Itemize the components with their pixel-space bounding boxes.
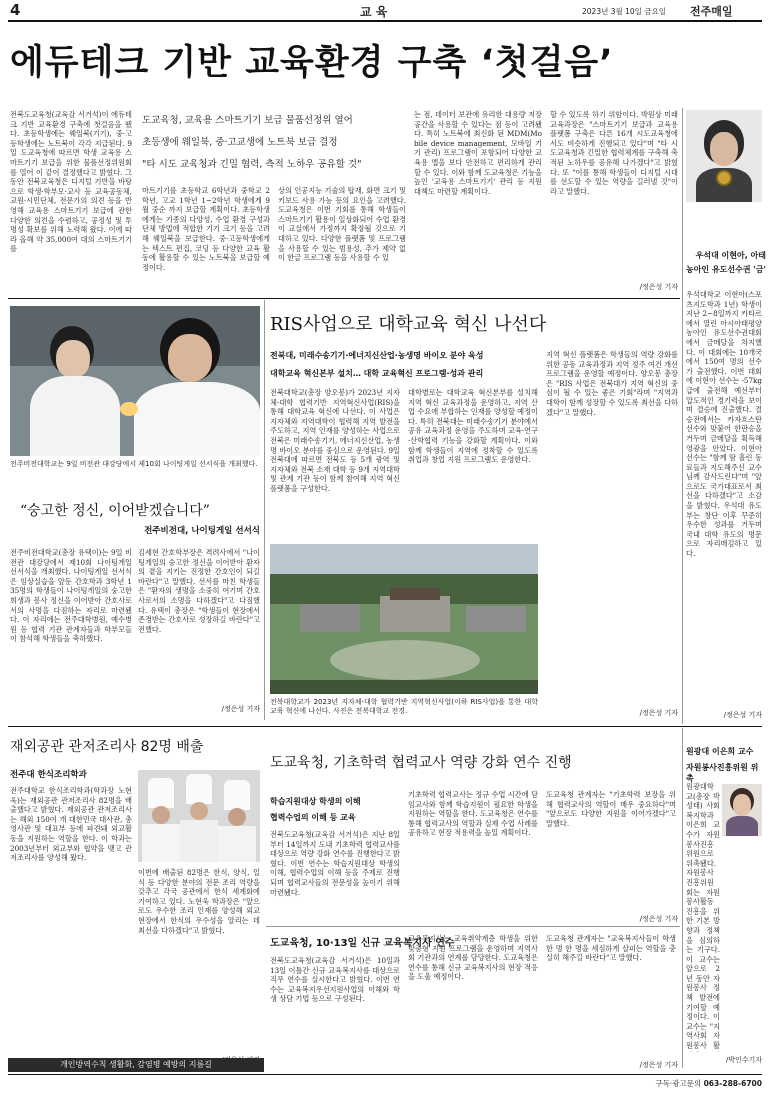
ris-campus-photo bbox=[270, 544, 538, 694]
lead-deck-line-3: "타 시도 교육청과 긴밀 협력, 측적 노하우 공유할 것" bbox=[142, 159, 362, 170]
nursing-byline: /정은성 기자 bbox=[221, 705, 260, 713]
divider-vertical-mid bbox=[264, 300, 265, 720]
athlete-photo bbox=[686, 110, 762, 202]
ris-subhead-2: 대학교육 혁신본부 설치… 대학 교육혁신 프로그램·성과 관리 bbox=[270, 369, 484, 378]
guard-byline: /정은성 기자 bbox=[639, 915, 678, 923]
ris-col-1: 전북대학교(총장 양오봉)가 2023년 지자체-대학 협력기반 지역혁신사업(RIS)을 통해 대학교육 혁신에 나선다. 이 사업은 지자체와 지역대학이 협력해 지역 발전을 주도하고, 지역 인재를 양성하는 사업으로 전북은 미래수송기기, 에너지신산업, 농생명 바이오 분야를 중심으로 운영된다. 9일 전북대에 따르면 전북도 등 5개 광역 및 지자체와 전북 소재 대학 등 9개 지역대학 및 관계 기관 등이 함께 참여해 지역 혁신 플랫폼을 구성한다. bbox=[270, 388, 400, 493]
nursing-photo-caption: 전주비전대학교는 9일 비전관 대강당에서 제10회 나이팅게일 선서식을 개최했다. bbox=[10, 460, 258, 468]
nursing-headline: “숭고한 정신, 이어받겠습니다” bbox=[20, 503, 210, 519]
masthead bbox=[0, 0, 770, 22]
footer-contact-phone: 063-288-6700 bbox=[703, 1079, 762, 1088]
athlete-byline: /정은성 기자 bbox=[723, 711, 762, 719]
welfare-byline: /정은성 기자 bbox=[639, 1061, 678, 1069]
footer-contact bbox=[650, 1078, 762, 1089]
nursing-photo bbox=[10, 306, 260, 456]
athlete-caption-1: 우석대 이현아, 아태 bbox=[695, 251, 766, 260]
footer-campaign-banner bbox=[8, 1058, 264, 1072]
professor-byline: /박인수기자 bbox=[725, 1056, 762, 1064]
lead-byline: /정은성 기자 bbox=[639, 283, 678, 291]
ris-col-3: 지역 혁신 플랫폼은 학생들의 역량 강화를 위한 공동 교육과정과 지역 정주 여건 개선 프로그램을 운영할 예정이다. 양오봉 총장은 "RIS 사업은 전북대가 지역 혁신의 중심이 될 수 있는 좋은 기회"라며 "지역과 대학이 함께 성장할 수 있도록 최선을 다하겠다"고 말했다. bbox=[546, 350, 678, 417]
nursing-col-2: 김세현 간호학부장은 격려사에서 "나이팅게일의 숭고한 정신을 이어받아 환자의 곁을 지키는 진정한 간호인이 되길 바란다"고 말했다. 선서를 마친 학생들은 "환자의 생명을 소중히 여기며 간호사로서의 소명을 다하겠다"고 다짐했다. 유택이 총장은 "학생들이 현장에서 존경받는 간호사로 성장하길 바란다"고 전했다. bbox=[138, 548, 260, 634]
cooking-col-2: 이번에 배출된 82명은 한식, 양식, 일식 등 다양한 분야의 전문 조리 역량을 갖추고 각국 공관에서 한식 세계화에 기여하고 있다. 노현욱 학과장은 "앞으로도 우수한 조리 인재를 양성해 외교 현장에서 한식의 우수성을 알리는 데 최선을 다하겠다"고 밝혔다. bbox=[138, 868, 260, 935]
section-title: 교 육 bbox=[360, 5, 388, 19]
lead-col-5: 할 수 있도록 하기 위함이다. 박원상 미래교육과장은 "스마트기기 보급과 교육용 플랫폼 구축은 다른 16개 시도교육청에서도 비슷하게 진행되고 있다"며 "타 시도교육청과 긴밀한 협력체계를 구축해 축적된 노하우를 공유해 나가겠다"고 밝혔다. 또 "이를 통해 학생들이 디지털 시대를 선도할 수 있는 역량을 길러낼 것"이라고 말했다. bbox=[550, 110, 678, 196]
divider-mid bbox=[8, 726, 762, 727]
guard-headline: 도교육청, 기초학력 협력교사 역량 강화 연수 진행 bbox=[270, 755, 572, 771]
lead-deck bbox=[142, 110, 442, 176]
paper-name: 전주매일 bbox=[690, 5, 733, 18]
cooking-subhead: 전주대 한식조리학과 bbox=[10, 770, 87, 780]
ris-subhead-1: 전북대, 미래수송기기·에너지신산업·농생명 바이오 분야 육성 bbox=[270, 351, 484, 360]
ris-col-2: 대학별로는 대학교육 혁신본부를 설치해 지역 혁신 교육과정을 운영하고, 지역 산업 수요에 부합하는 인재를 양성할 예정이다. 특히 전북대는 미래수송기기 분야에서 공유 교육과정 운영을 주도하며 교육·연구·산학협력 기능을 강화할 계획이다. 이와 함께 학생들이 지역에 정착할 수 있도록 취업과 창업 지원 프로그램도 운영한다. bbox=[408, 388, 538, 465]
lead-deck-line-1: 도교육청, 교육용 스마트기기 보급 물품선정위 열어 bbox=[142, 115, 353, 126]
welfare-col-3: 도교육청 관계자는 "교육복지사들이 학생 한 명 한 명을 세심하게 살피는 역할을 충실히 해주길 바란다"고 말했다. bbox=[546, 934, 676, 963]
athlete-caption-2: 농아인 유도선수권 '금' bbox=[685, 265, 766, 274]
welfare-col-2: 교육복지사는 교육취약계층 학생을 위한 맞춤형 지원 프로그램을 운영하며 지역사회 기관과의 연계를 담당한다. 도교육청은 연수를 통해 신규 교육복지사의 현장 적응을 도울 예정이다. bbox=[408, 934, 538, 982]
professor-photo bbox=[722, 784, 762, 836]
divider-bottom-vertical bbox=[682, 728, 683, 1068]
divider-right-col bbox=[682, 108, 683, 724]
guard-subhead-2: 협력수업의 이해 등 교육 bbox=[270, 813, 356, 822]
professor-title-1: 원광대 이은희 교수 bbox=[686, 747, 754, 756]
footer-campaign-text: 개인방역수칙 생활화, 감염병 예방의 지름길 bbox=[60, 1060, 212, 1069]
lead-headline: 에듀테크 기반 교육환경 구축 ‘첫걸음’ bbox=[10, 43, 614, 83]
divider-lead bbox=[8, 298, 680, 299]
guard-col-2: 기초학력 협력교사는 정규 수업 시간에 담임교사와 함께 학습지원이 필요한 학생을 지원하는 역할을 한다. 도교육청은 연수를 통해 협력교사의 역할과 실제 수업 사례를 공유하고 현장 적용력을 높일 계획이다. bbox=[408, 790, 538, 838]
issue-date: 2023년 3월 10일 금요일 bbox=[582, 7, 667, 16]
footer-contact-label: 구독·광고문의 bbox=[655, 1079, 702, 1088]
athlete-body: 우석대학교 이현아(스포츠지도학과 1년) 학생이 지난 2~8일까지 카타르에서 열린 아시아태평양 농아인 유도선수권대회에서 금메달을 차지했다. 이 대회에는 10개국에서 150여 명의 선수가 출전했다. 이번 대회에 이현아 선수는 -57kg급에 출전해 예선부터 압도적인 경기력을 보이며 결승에 진출했다. 결승전에서는 카자흐스탄 선수와 맞붙어 한판승을 거두며 금메달을 획득해 영광을 안았다. 이현아 선수는 "함께 땀 흘린 동료들과 지도해주신 교수님께 감사드린다"며 "앞으로도 국가대표로서 최선을 다하겠다"고 소감을 밝혔다. 우석대 유도부는 창단 이후 꾸준히 우수한 성과를 거두며 국내 대학 유도의 명문으로 자리매김하고 있다. bbox=[686, 290, 762, 559]
lead-col-1: 전북도교육청(교육감 서거석)이 에듀테크 기반 교육환경 구축에 첫걸음을 뗐다. 초등학생에는 웨일북(기기), 중·고등학생에는 노트북이 각각 지급된다. 9일 도교육청에 따르면 학생 교육용 스마트기기 보급을 위한 물품선정위원회를 열어 이 같이 결정했다고 밝혔다. 그동안 전북교육청은 디지털 기반을 바탕으로 학생·학부모·교사 등 교육공동체, 교원·시민단체, 전문가의 의견 등을 반영해 교육용 스마트기기 보급에 관한 다양한 의견을 수렴하고, 공정성 및 투명성 확보를 위해 노력해 왔다. 이에 따라 올해 약 35,000여 대의 스마트기기를 bbox=[10, 110, 132, 254]
lead-col-4: 는 점, 데이터 보관에 유리한 대용량 저장공간을 사용할 수 있다는 점 등이 고려됐다. 특히 노트북에 최신화 된 MDM(Mobile device management, 모바일 기기 관리) 프로그램이 포함되어 다양한 교육용 앱을 보다 안전하고 편리하게 관리할 수 있다. 이와 함께 도교육청은 기능을 높인 '교육용 스마트기기' 관리 등 지원 대책도 마련할 계획이다. bbox=[414, 110, 542, 196]
ris-headline: RIS사업으로 대학교육 혁신 나선다 bbox=[270, 314, 547, 335]
cooking-photo bbox=[138, 770, 260, 862]
lead-deck-line-2: 초등생에 웨일북, 중·고교생에 노트북 보급 결정 bbox=[142, 137, 338, 148]
divider-guard bbox=[266, 926, 680, 927]
professor-body-1: 원광대학교(총장 박성태) 사회복지학과 이은희 교수가 자원봉사진흥위원으로 위촉됐다. 자원봉사진흥위원회는 자원봉사활동 진흥을 위한 기본 방향과 정책을 심의하는 기구다. 이 교수는 앞으로 2년 동안 자원봉사 정책 발전에 기여할 예정이다. 이 교수는 "지역사회 자원봉사 활 bbox=[686, 782, 720, 1051]
ris-byline: /정은성 기자 bbox=[639, 709, 678, 717]
cooking-headline: 재외공관 관저조리사 82명 배출 bbox=[10, 739, 204, 755]
professor-title-2: 자원봉사진흥위원 위촉 bbox=[686, 763, 759, 783]
lead-col-3: 상의 인공지능 기술의 탑재, 화면 크기 및 키보드 사용 가능 등의 요인을 고려했다. 도교육청은 이번 기회를 통해 학생들이 스마트기기 활용이 일상화되어 수업 환경이 교실에서 가정까지 확장될 것으로 기대하고 있다. 다양한 플랫폼 및 프로그램을 사용할 수 있는 범용성, 추가 제약 없이 한글 프로그램 등을 사용할 수 있 bbox=[278, 186, 406, 263]
guard-col-3: 도교육청 관계자는 "기초학력 보장을 위해 협력교사의 역할이 매우 중요하다"며 "앞으로도 다양한 지원을 이어가겠다"고 말했다. bbox=[546, 790, 676, 828]
nursing-col-1: 전주비전대학교(총장 유택이)는 9일 비전관 대강당에서 제10회 나이팅게일 선서식을 개최했다. 나이팅게일 선서식은 임상실습을 앞둔 간호학과 3학년 135명의 학생들이 나이팅게일의 숭고한 희생과 봉사 정신을 이어받아 간호사로서의 사명을 다짐하는 자리로 마련됐다. 이 자리에는 전주대학병원, 예수병원 등 협력 기관 관계자들과 학부모들이 참석해 학생들을 축하했다. bbox=[10, 548, 132, 644]
page-number: 4 bbox=[10, 1, 21, 19]
guard-col-1: 전북도교육청(교육감 서거석)은 지난 8일부터 14일까지 도내 기초학력 협력교사를 대상으로 역량 강화 연수를 진행한다고 밝혔다. 이번 연수는 학습지원대상 학생의 이해, 협력수업의 이해 등을 주제로 진행되며 협력교사들의 전문성을 높이기 위해 마련됐다. bbox=[270, 830, 400, 897]
guard-subhead-1: 학습지원대상 학생의 이해 bbox=[270, 797, 361, 806]
ris-photo-caption: 전북대학교가 2023년 지자체-대학 협력기반 지역혁신사업(이하 RIS사업)을 통한 대학교육 혁신에 나선다. 사진은 전북대학교 전경. bbox=[270, 698, 538, 715]
welfare-col-1: 전북도교육청(교육감 서거석)은 10일과 13일 이틀간 신규 교육복지사를 대상으로 직무 연수를 실시한다고 밝혔다. 이번 연수는 교육복지우선지원사업의 이해와 학생 상담 기법 등으로 구성된다. bbox=[270, 956, 400, 1004]
welfare-headline: 도교육청, 10·13일 신규 교육복지사 연수 bbox=[270, 938, 455, 949]
nursing-subhead: 전주비전대, 나이팅게일 선서식 bbox=[144, 526, 260, 536]
masthead-rule bbox=[8, 20, 762, 22]
footer-rule bbox=[8, 1074, 762, 1075]
lead-col-2: 마트기기를 초등학교 6학년과 중학교 2학년, 고교 1학년 1~2학년 학생에게 9월 중순 까지 보급할 계획이다. 초등학생에게는 기종의 다양성, 수업 환경 구성과 단체 방법에 적합한 기기 크기 등을 고려해 웨일북을 보급한다. 중·고등학생에게는 텍스트 편집, 코딩 등 다양한 교육 활동에 활용할 수 있는 노트북을 보급할 예정이다. bbox=[142, 186, 270, 272]
cooking-col-1: 전주대학교 한식조리학과(학과장 노현욱)는 재외공관 관저조리사 82명을 배출했다고 밝혔다. 재외공관 관저조리사는 해외 150여 개 대한민국 대사관, 총영사관 및 대표부 등에 파견돼 외교활동을 지원하는 역할을 한다. 이 학과는 2003년부터 외교부와 협약을 맺고 관저조리사를 양성해 왔다. bbox=[10, 786, 132, 863]
